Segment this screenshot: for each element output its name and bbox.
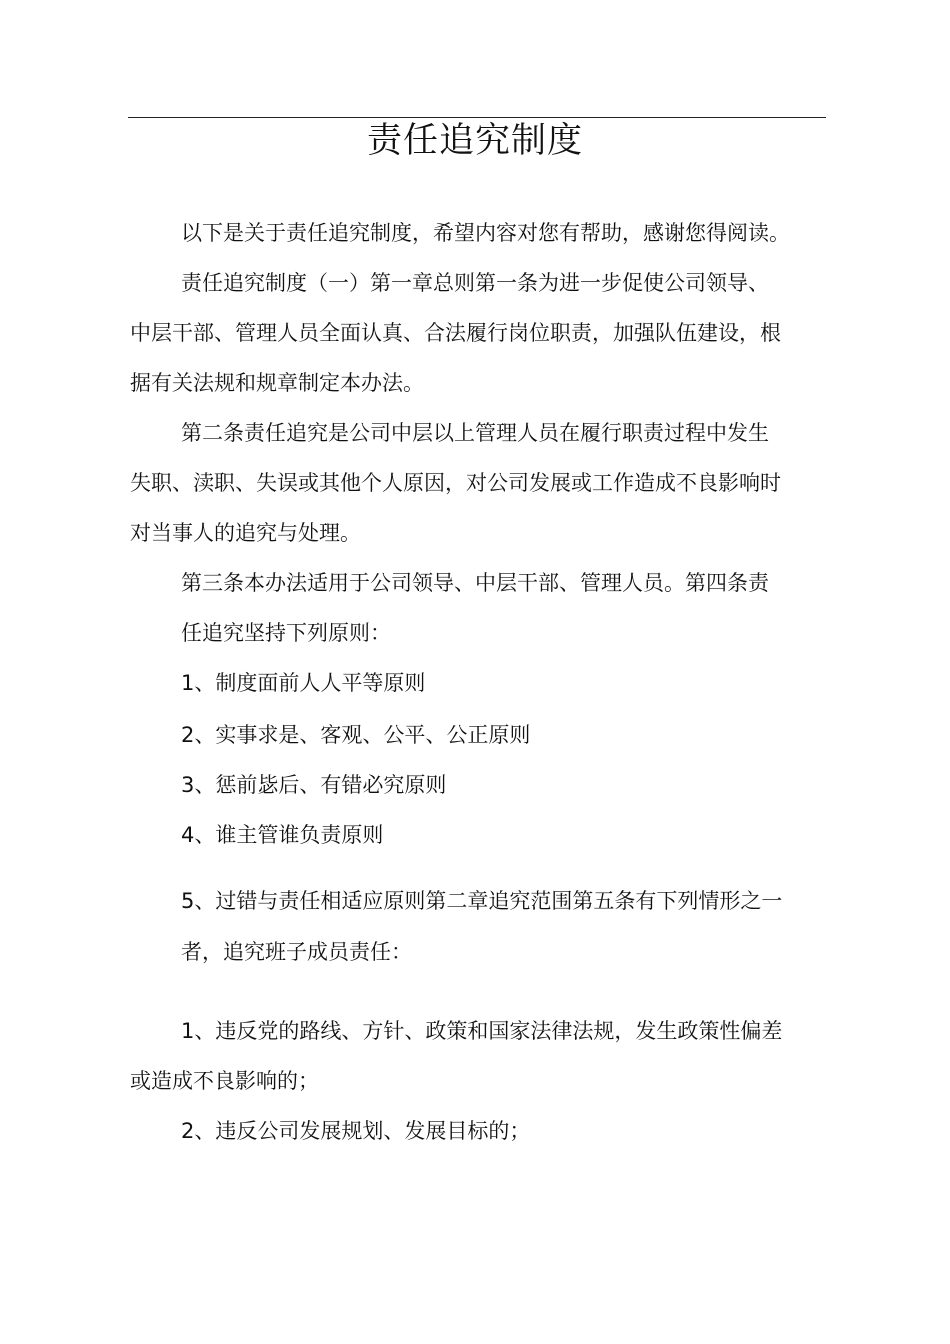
intro-paragraph: 以下是关于责任追究制度，希望内容对您有帮助，感谢您得阅读。 bbox=[181, 221, 790, 245]
article3-line1: 第三条本办法适用于公司领导、中层干部、管理人员。第四条责 bbox=[181, 571, 769, 595]
document-title: 责任追究制度 bbox=[366, 121, 583, 161]
article1-line1: 责任追究制度（一）第一章总则第一条为进一步促使公司领导、 bbox=[181, 271, 769, 295]
scope-item-1-line1: 1、违反党的路线、方针、政策和国家法律法规，发生政策性偏差 bbox=[181, 1019, 783, 1043]
article1-line2: 中层干部、管理人员全面认真、合法履行岗位职责，加强队伍建设，根 bbox=[130, 321, 781, 345]
article2-line2: 失职、渎职、失误或其他个人原因，对公司发展或工作造成不良影响时 bbox=[130, 471, 781, 495]
principle-item-3: 3、惩前毖后、有错必究原则 bbox=[181, 773, 447, 797]
principle-item-4: 4、谁主管谁负责原则 bbox=[181, 823, 384, 847]
principle5-line2: 者，追究班子成员责任： bbox=[181, 940, 412, 964]
principle-item-1: 1、制度面前人人平等原则 bbox=[181, 671, 426, 695]
principle5-line1: 5、过错与责任相适应原则第二章追究范围第五条有下列情形之一 bbox=[181, 889, 783, 913]
principle-item-2: 2、实事求是、客观、公平、公正原则 bbox=[181, 723, 531, 747]
article2-line3: 对当事人的追究与处理。 bbox=[130, 521, 361, 545]
article1-line3: 据有关法规和规章制定本办法。 bbox=[130, 371, 424, 395]
article3-line2: 任追究坚持下列原则： bbox=[181, 621, 391, 645]
scope-item-2: 2、违反公司发展规划、发展目标的； bbox=[181, 1119, 531, 1143]
scope-item-1-line2: 或造成不良影响的； bbox=[130, 1069, 319, 1093]
article2-line1: 第二条责任追究是公司中层以上管理人员在履行职责过程中发生 bbox=[181, 421, 769, 445]
